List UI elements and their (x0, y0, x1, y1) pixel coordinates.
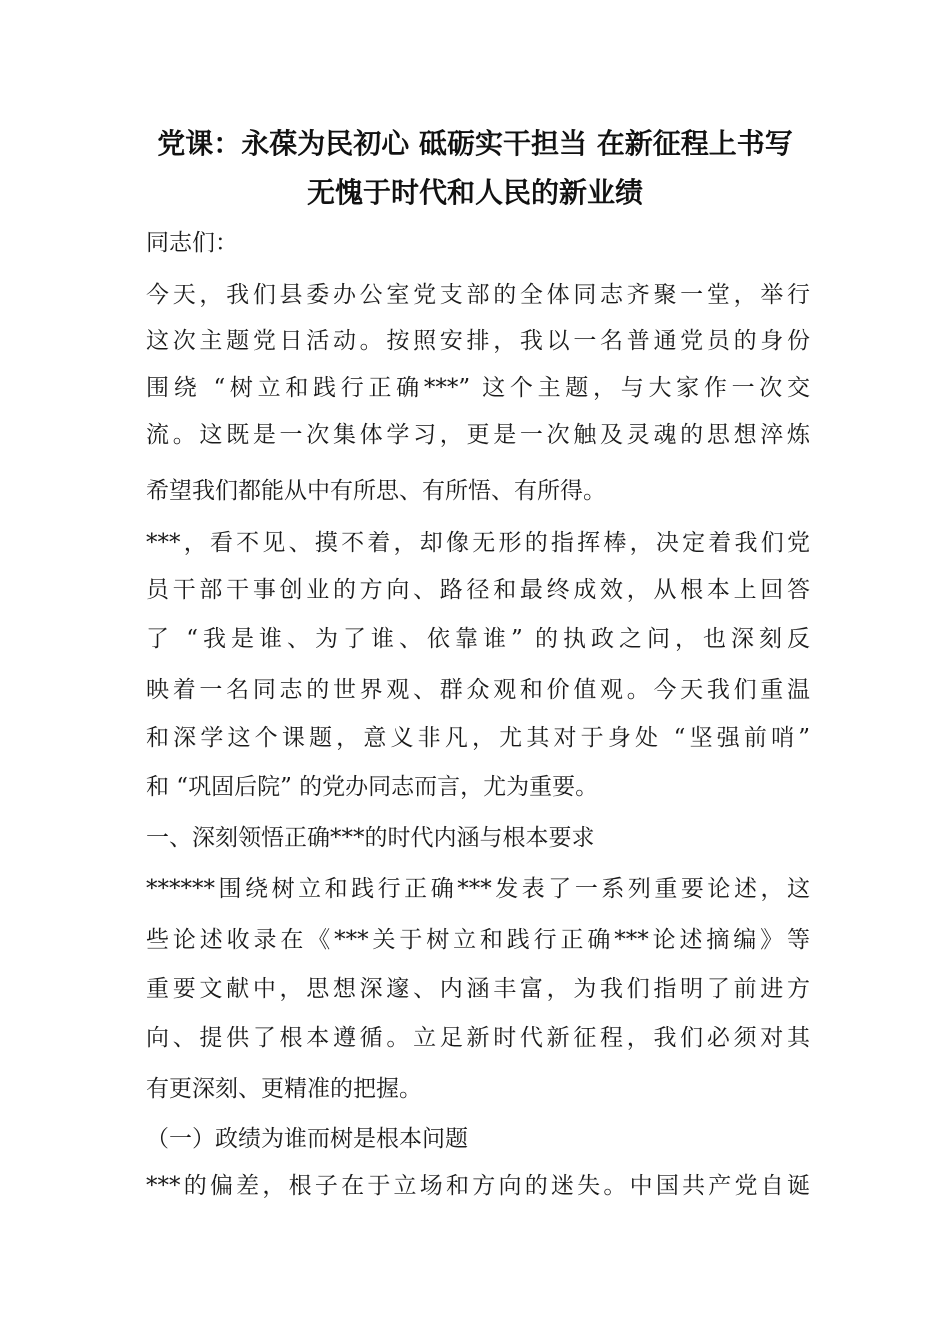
body-line: 重要文献中，思想深邃、内涵丰富，为我们指明了前进方 (146, 976, 810, 1002)
body-line: 有更深刻、更精准的把握。 (146, 1076, 422, 1102)
body-line: 围绕 “树立和践行正确***” 这个主题，与大家作一次交 (146, 375, 810, 401)
body-line: 流。这既是一次集体学习，更是一次触及灵魂的思想淬炼 (146, 422, 810, 448)
body-line: 映着一名同志的世界观、群众观和价值观。今天我们重温 (146, 677, 810, 703)
body-line: 了 “我是谁、为了谁、依靠谁” 的执政之问，也深刻反 (146, 626, 810, 652)
body-line: 员干部干事创业的方向、路径和最终成效，从根本上回答 (146, 577, 810, 603)
body-line: ***的偏差，根子在于立场和方向的迷失。中国共产党自诞 (146, 1173, 810, 1199)
body-line: 向、提供了根本遵循。立足新时代新征程，我们必须对其 (146, 1025, 810, 1051)
body-line: 希望我们都能从中有所思、有所悟、有所得。 (146, 478, 606, 504)
subsection-heading: （一）政绩为谁而树是根本问题 (146, 1126, 468, 1152)
body-line: 和 “巩固后院” 的党办同志而言，尤为重要。 (146, 774, 599, 800)
body-line: 今天，我们县委办公室党支部的全体同志齐聚一堂，举行 (146, 282, 810, 308)
body-line: 些论述收录在《***关于树立和践行正确***论述摘编》等 (146, 927, 810, 953)
salutation: 同志们： (146, 230, 238, 256)
document-title-line-1: 党课：永葆为民初心 砥砺实干担当 在新征程上书写 (157, 127, 793, 160)
body-line: 这次主题党日活动。按照安排，我以一名普通党员的身份 (146, 328, 810, 354)
section-heading: 一、深刻领悟正确***的时代内涵与根本要求 (146, 825, 595, 851)
body-line: 和深学这个课题，意义非凡，尤其对于身处 “坚强前哨” (146, 725, 810, 751)
document-title-line-2: 无愧于时代和人民的新业绩 (306, 176, 643, 209)
body-line: ***，看不见、摸不着，却像无形的指挥棒，决定着我们党 (146, 530, 810, 556)
body-line: ******围绕树立和践行正确***发表了一系列重要论述，这 (146, 876, 810, 902)
